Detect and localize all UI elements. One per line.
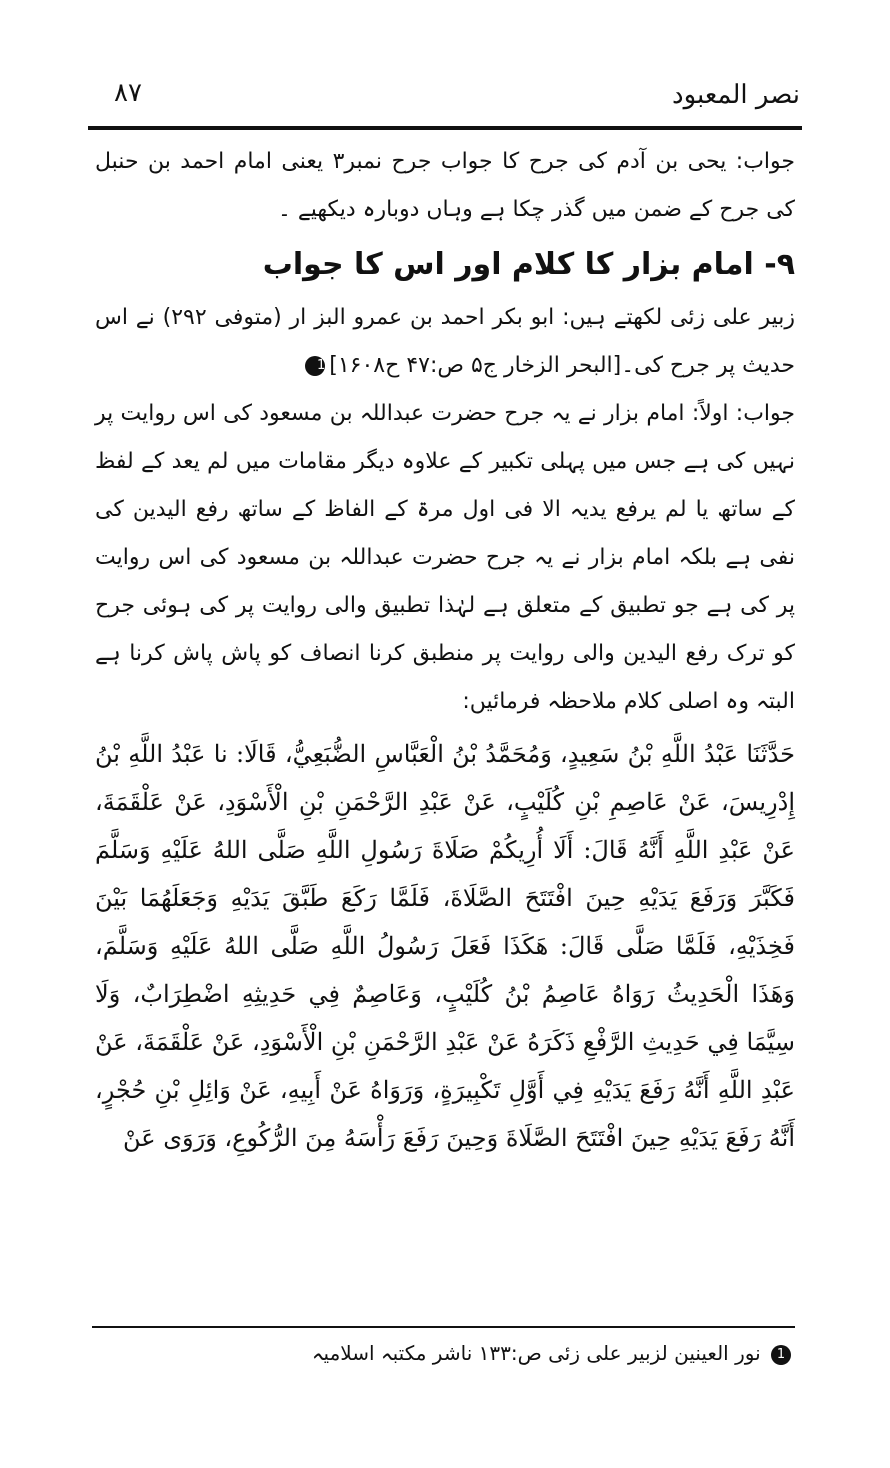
quote-text: زبیر علی زئی لکھتے ہیں: ابو بکر احمد بن عمرو البز ار (متوفی ۲۹۲) نے اس حدیث پر جرح کی۔[البحر الزخار ج۵ ص:۴۷ ح۱۶۰۸] — [95, 305, 795, 378]
book-title: نصر المعبود — [672, 80, 800, 110]
answer-paragraph-1: جواب: یحی بن آدم کی جرح کا جواب جرح نمبر۳ یعنی امام احمد بن حنبل کی جرح کے ضمن میں گذر چکا ہے وہاں دوبارہ دیکھیے ۔ — [95, 149, 795, 222]
page-header — [90, 78, 800, 118]
page-body — [95, 138, 795, 1162]
section-heading: ۹- امام بزار کا کلام اور اس کا جواب — [262, 247, 795, 282]
footnote — [312, 1338, 795, 1368]
header-divider — [88, 126, 802, 130]
page-number: ۸۷ — [114, 78, 142, 108]
answer-paragraph-2: جواب: اولاً: امام بزار نے یہ جرح حضرت عبداللہ بن مسعود کی اس روایت پر نہیں کی ہے جس میں پہلی تکبیر کے علاوہ دیگر مقامات میں لم یعد کے لفظ کے ساتھ یا لم یرفع یدیہ الا فی اول مرۃ کے الفاظ کے ساتھ رفع الیدین کی نفی ہے بلکہ امام بزار نے یہ جرح حضرت عبداللہ بن مسعود کی اس روایت پر کی ہے جو تطبیق کے متعلق ہے لہٰذا تطبیق والی روایت پر کی ہوئی جرح کو ترک رفع الیدین والی روایت پر منطبق کرنا انصاف کو پاش پاش کرنا ہے البتہ وہ اصلی کلام ملاحظہ فرمائیں: — [95, 401, 795, 714]
quote-paragraph — [95, 294, 795, 390]
arabic-hadith-text: حَدَّثَنَا عَبْدُ اللَّهِ بْنُ سَعِيدٍ، وَمُحَمَّدُ بْنُ الْعَبَّاسِ الضُّبَعِيُّ، قَالَا: نا عَبْدُ اللَّهِ بْنُ إِدْرِيسَ، عَنْ عَاصِمِ بْنِ كُلَيْبٍ، عَنْ عَبْدِ الرَّحْمَنِ بْنِ الْأَسْوَدِ، عَنْ عَلْقَمَةَ، عَنْ عَبْدِ اللَّهِ أَنَّهُ قَالَ: أَلَا أُرِيكُمْ صَلَاةَ رَسُولِ اللَّهِ صَلَّى اللهُ عَلَيْهِ وَسَلَّمَ فَكَبَّرَ وَرَفَعَ يَدَيْهِ حِينَ افْتَتَحَ الصَّلَاةَ، فَلَمَّا رَكَعَ طَبَّقَ يَدَيْهِ وَجَعَلَهُمَا بَيْنَ فَخِذَيْهِ، فَلَمَّا صَلَّى قَالَ: هَكَذَا فَعَلَ رَسُولُ اللَّهِ صَلَّى اللهُ عَلَيْهِ وَسَلَّمَ، وَهَذَا الْحَدِيثُ رَوَاهُ عَاصِمُ بْنُ كُلَيْبٍ، وَعَاصِمٌ فِي حَدِيثِهِ اضْطِرَابٌ، وَلَا سِيَّمَا فِي حَدِيثِ الرَّفْعِ ذَكَرَهُ عَنْ عَبْدِ الرَّحْمَنِ بْنِ الْأَسْوَدِ، عَنْ عَلْقَمَةَ، عَنْ عَبْدِ اللَّهِ أَنَّهُ رَفَعَ يَدَيْهِ فِي أَوَّلِ تَكْبِيرَةٍ، وَرَوَاهُ عَنْ أَبِيهِ، عَنْ وَائِلِ بْنِ حُجْرٍ، أَنَّهُ رَفَعَ يَدَيْهِ حِينَ افْتَتَحَ الصَّلَاةَ وَحِينَ رَفَعَ رَأْسَهُ مِنَ الرُّكُوعِ، وَرَوَى عَنْ — [95, 740, 795, 1152]
footnote-divider — [92, 1326, 795, 1328]
footnote-marker[interactable]: 1 — [305, 356, 325, 376]
footnote-text: نور العینین لزبیر علی زئی ص:۱۳۳ ناشر مکتبہ اسلامیہ — [311, 1341, 761, 1365]
footnote-number: 1 — [771, 1345, 791, 1365]
